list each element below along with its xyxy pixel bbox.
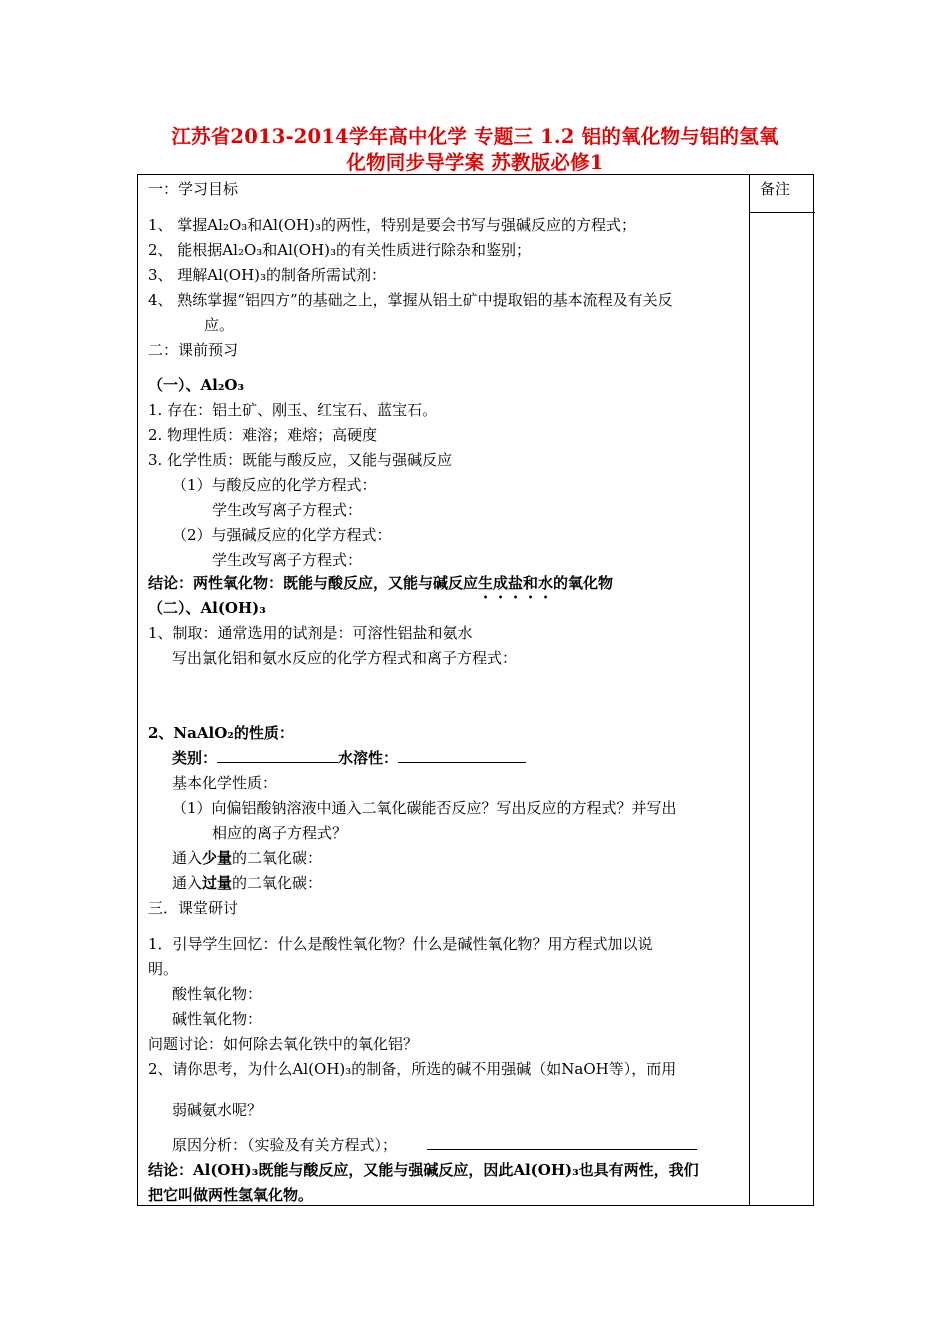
base-ionic-prompt: 学生改写离子方程式：	[212, 551, 363, 569]
discussion-question: 问题讨论：如何除去氧化铁中的氧化铝？	[148, 1035, 419, 1053]
co2-small-amount	[172, 848, 322, 868]
al2o3-physical: 2. 物理性质：难溶；难熔；高硬度	[148, 426, 378, 444]
goal-1: 1、 掌握Al₂O₃和Al(OH)₃的两性，特别是要会书写与强碱反应的方程式；	[148, 216, 636, 234]
lesson-table	[137, 174, 814, 1206]
section-goals-heading: 一：学习目标	[148, 180, 239, 198]
section-preview-heading: 二：课前预习	[148, 341, 239, 359]
reason-label: 原因分析：（实验及有关方程式）；	[172, 1136, 398, 1154]
solubility-blank[interactable]	[398, 748, 526, 763]
final-conclusion-line2: 把它叫做两性氢氧化物。	[148, 1186, 314, 1204]
goal-3: 3、 理解Al(OH)₃的制备所需试剂：	[148, 266, 387, 284]
column-divider	[749, 175, 750, 1205]
al2o3-occurrence: 1. 存在：铝土矿、刚玉、红宝石、蓝宝石。	[148, 401, 438, 419]
acid-reaction-prompt: （1）与酸反应的化学方程式：	[172, 476, 377, 494]
co2-small-pre: 通入	[172, 849, 203, 867]
category-label: 类别：	[172, 749, 218, 767]
conclusion-tail: 的氧化物	[553, 574, 614, 592]
solubility-label: 水溶性：	[338, 749, 399, 767]
co2-question-line1: （1）向偏铝酸钠溶液中通入二氧化碳能否反应？写出反应的方程式？并写出	[172, 799, 677, 817]
category-blank[interactable]	[217, 748, 338, 763]
note-header-divider	[749, 212, 815, 213]
note-column-header: 备注	[760, 180, 791, 198]
naalo2-blanks	[172, 748, 526, 768]
acid-ionic-prompt: 学生改写离子方程式：	[212, 501, 363, 519]
goal-4-line2: 应。	[204, 316, 235, 334]
co2-excess-amount	[172, 873, 322, 893]
co2-small-post: 的二氧化碳：	[232, 849, 323, 867]
co2-excess-pre: 通入	[172, 874, 203, 892]
oxide-question-line1: 1．引导学生回忆：什么是酸性氧化物？什么是碱性氧化物？用方程式加以说	[148, 935, 653, 953]
co2-excess-bold: 过量	[202, 874, 233, 892]
co2-question-line2: 相应的离子方程式？	[212, 824, 348, 842]
goal-2: 2、 能根据Al₂O₃和Al(OH)₃的有关性质进行除杂和鉴别；	[148, 241, 531, 259]
aloh3-preparation: 1、制取：通常选用的试剂是：可溶性铝盐和氨水	[148, 624, 473, 642]
al2o3-heading: （一）、Al₂O₃	[148, 376, 245, 394]
base-reaction-prompt: （2）与强碱反应的化学方程式：	[172, 526, 392, 544]
think-question-line1: 2、请你思考，为什么Al(OH)₃的制备，所选的碱不用强碱（如NaOH等），而用	[148, 1060, 677, 1078]
co2-excess-post: 的二氧化碳：	[232, 874, 323, 892]
reason-blank[interactable]	[427, 1135, 697, 1150]
section-class-heading: 三．课堂研讨	[148, 899, 239, 917]
oxide-question-line2: 明。	[148, 960, 179, 978]
title-line-1: 江苏省2013-2014学年高中化学 专题三 1.2 铝的氧化物与铝的氢氧	[171, 125, 779, 148]
co2-small-bold: 少量	[202, 849, 233, 867]
conclusion-text: 结论：两性氧化物：既能与酸反应，又能与碱反应	[148, 574, 479, 592]
basic-oxide-prompt: 碱性氧化物：	[172, 1010, 263, 1028]
reason-analysis	[172, 1135, 697, 1155]
basic-chem-properties: 基本化学性质：	[172, 774, 278, 792]
document-title	[120, 124, 830, 176]
final-conclusion-line1: 结论：Al(OH)₃既能与酸反应，又能与强碱反应，因此Al(OH)₃也具有两性，我们	[148, 1161, 699, 1179]
conclusion-emphasis: 生成盐和水	[478, 574, 554, 592]
aloh3-equation-prompt: 写出氯化铝和氨水反应的化学方程式和离子方程式：	[172, 649, 518, 667]
title-line-2: 化物同步导学案 苏教版必修1	[346, 151, 604, 174]
goal-4-line1: 4、 熟练掌握“铝四方”的基础之上，掌握从铝土矿中提取铝的基本流程及有关反	[148, 291, 673, 309]
think-question-line2: 弱碱氨水呢？	[172, 1101, 263, 1119]
naalo2-heading: 2、NaAlO₂的性质：	[148, 724, 294, 742]
acidic-oxide-prompt: 酸性氧化物：	[172, 985, 263, 1003]
al2o3-chemical: 3. 化学性质：既能与酸反应，又能与强碱反应	[148, 451, 453, 469]
aloh3-heading: （二）、Al(OH)₃	[148, 599, 266, 617]
